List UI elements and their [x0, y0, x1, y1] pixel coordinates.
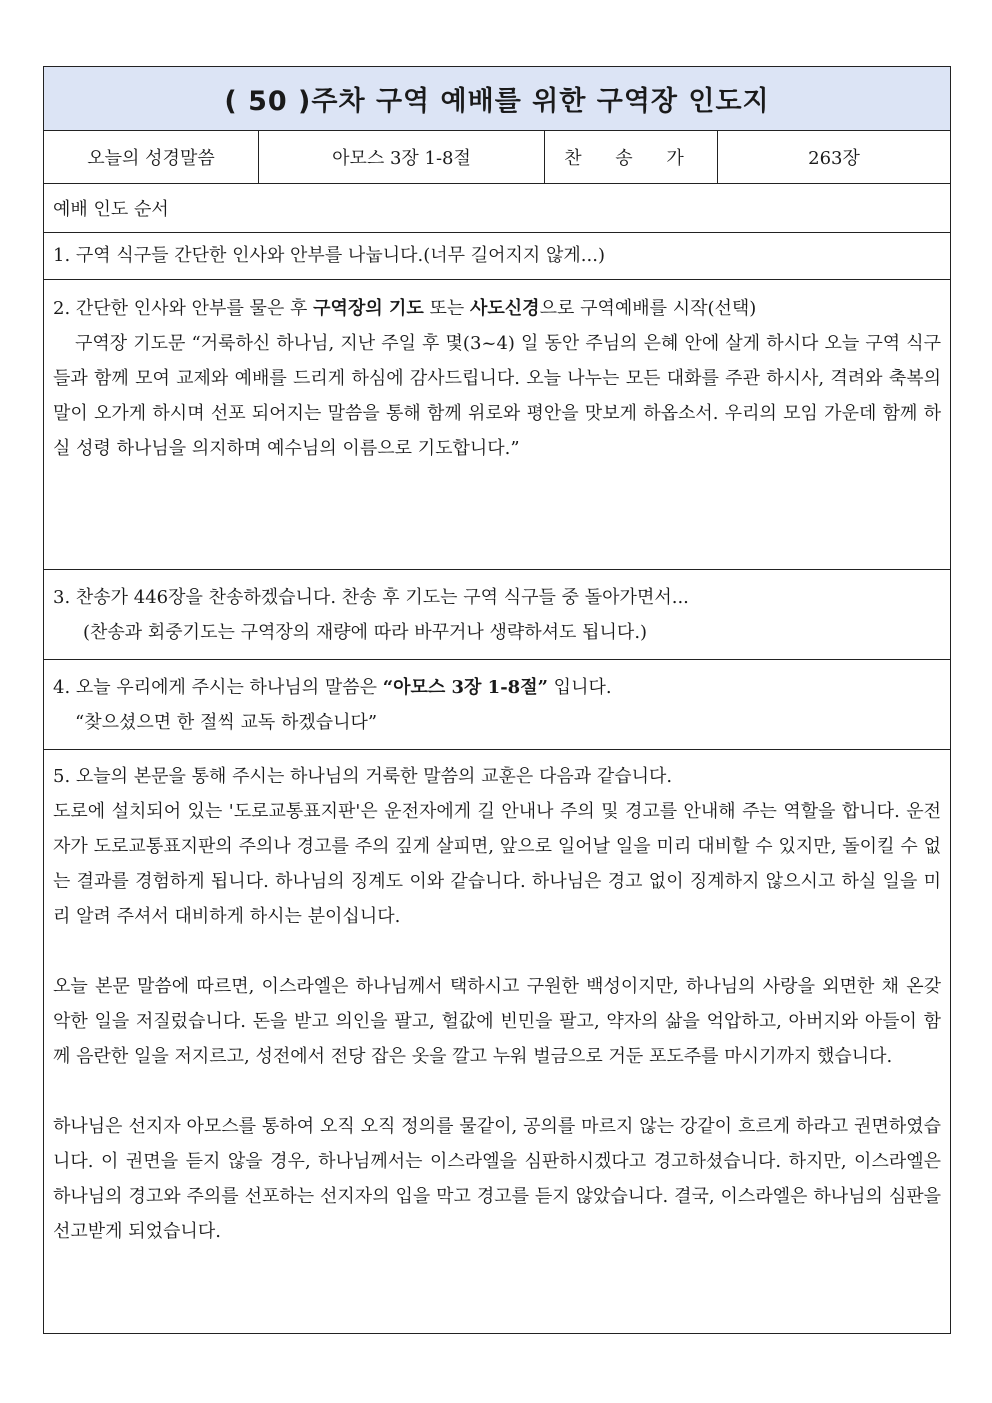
step-4-text-pre: 4. 오늘 우리에게 주시는 하나님의 말씀은: [53, 677, 383, 698]
step-2-text-mid: 또는: [423, 298, 471, 319]
step-5-paragraph-3: 하나님은 선지자 아모스를 통하여 오직 오직 정의를 물같이, 공의를 마르지 않는 강같이 흐르게 하라고 권면하였습니다. 이 권면을 듣지 않을 경우, 하나님께서는 이스라엘을 심판하시겠다고 경고하셨습니다. 하지만, 이스라엘은 하나님의 경고와 주의를 선포하는 선지자의 입을 막고 경고를 듣지 않았습니다. 결국, 이스라엘은 하나님의 심판을 선고받게 되었습니다.: [53, 1116, 941, 1242]
info-row: [44, 131, 950, 184]
step-3: [44, 570, 950, 660]
order-heading: 예배 인도 순서: [44, 184, 950, 233]
step-2-bold-creed: 사도신경: [470, 298, 540, 319]
step-5: [44, 750, 950, 1249]
step-3-line-2: (찬송과 회중기도는 구역장의 재량에 따라 바꾸거나 생략하셔도 됩니다.): [83, 622, 648, 643]
step-2: [44, 280, 950, 570]
scripture-label: 오늘의 성경말씀: [44, 131, 259, 183]
step-5-line-1: 5. 오늘의 본문을 통해 주시는 하나님의 거룩한 말씀의 교훈은 다음과 같습니다.: [53, 766, 673, 787]
step-4-text-post: 입니다.: [547, 677, 612, 698]
step-4-scripture-ref: “아모스 3장 1-8절”: [382, 677, 548, 698]
step-2-bold-prayer: 구역장의 기도: [313, 298, 424, 319]
step-2-text-post: 으로 구역예배를 시작(선택): [539, 298, 757, 319]
step-2-text-pre: 2. 간단한 인사와 안부를 물은 후: [53, 298, 314, 319]
step-4-line-2: “찾으셨으면 한 절씩 교독 하겠습니다”: [75, 712, 378, 733]
step-2-heading: [53, 291, 941, 326]
paragraph-spacer: [53, 934, 941, 969]
hymn-value: 263장: [808, 148, 860, 169]
step-3-line-1: 3. 찬송가 446장을 찬송하겠습니다. 찬송 후 기도는 구역 식구들 중 돌아가면서...: [53, 587, 689, 608]
step-1: [44, 233, 950, 280]
step-5-paragraph-2: 오늘 본문 말씀에 따르면, 이스라엘은 하나님께서 택하시고 구원한 백성이지만, 하나님의 사랑을 외면한 채 온갖 악한 일을 저질렀습니다. 돈을 받고 의인을 팔고, 헐값에 빈민을 팔고, 약자의 삶을 억압하고, 아버지와 아들이 함께 음란한 일을 저지르고, 성전에서 전당 잡은 옷을 깔고 누워 벌금으로 거둔 포도주를 마시기까지 했습니다.: [53, 976, 941, 1067]
paragraph-spacer: [53, 1074, 941, 1109]
step-2-prayer: 구역장 기도문 “거룩하신 하나님, 지난 주일 후 몇(3~4) 일 동안 주님의 은혜 안에 살게 하시다 오늘 구역 식구들과 함께 모여 교제와 예배를 드리게 하심에 감사드립니다. 오늘 나누는 모든 대화를 주관 하시사, 격려와 축복의 말이 오가게 하시며 선포 되어지는 말씀을 통해 함께 위로와 평안을 맛보게 하옵소서. 우리의 모임 가운데 함께 하실 성령 하나님을 의지하며 예수님의 이름으로 기도합니다.”: [53, 333, 941, 459]
worship-guide-sheet: [43, 66, 951, 1334]
step-5-paragraph-1: 도로에 설치되어 있는 '도로교통표지판'은 운전자에게 길 안내나 주의 및 경고를 안내해 주는 역할을 합니다. 운전자가 도로교통표지판의 주의나 경고를 주의 깊게 살피면, 앞으로 일어날 일을 미리 대비할 수 있지만, 돌이킬 수 없는 결과를 경험하게 됩니다. 하나님의 징계도 이와 같습니다. 하나님은 경고 없이 징계하지 않으시고 하실 일을 미리 알려 주셔서 대비하게 하시는 분이십니다.: [53, 801, 941, 927]
step-4-line-1: [53, 670, 941, 705]
page-title: ( 50 )주차 구역 예배를 위한 구역장 인도지: [44, 67, 950, 131]
scripture-value: 아모스 3장 1-8절: [259, 131, 545, 183]
step-4: [44, 660, 950, 750]
step-1-text: 1. 구역 식구들 간단한 인사와 안부를 나눕니다.(너무 길어지지 않게...): [53, 245, 605, 266]
hymn-label: 찬 송 가: [545, 131, 718, 183]
